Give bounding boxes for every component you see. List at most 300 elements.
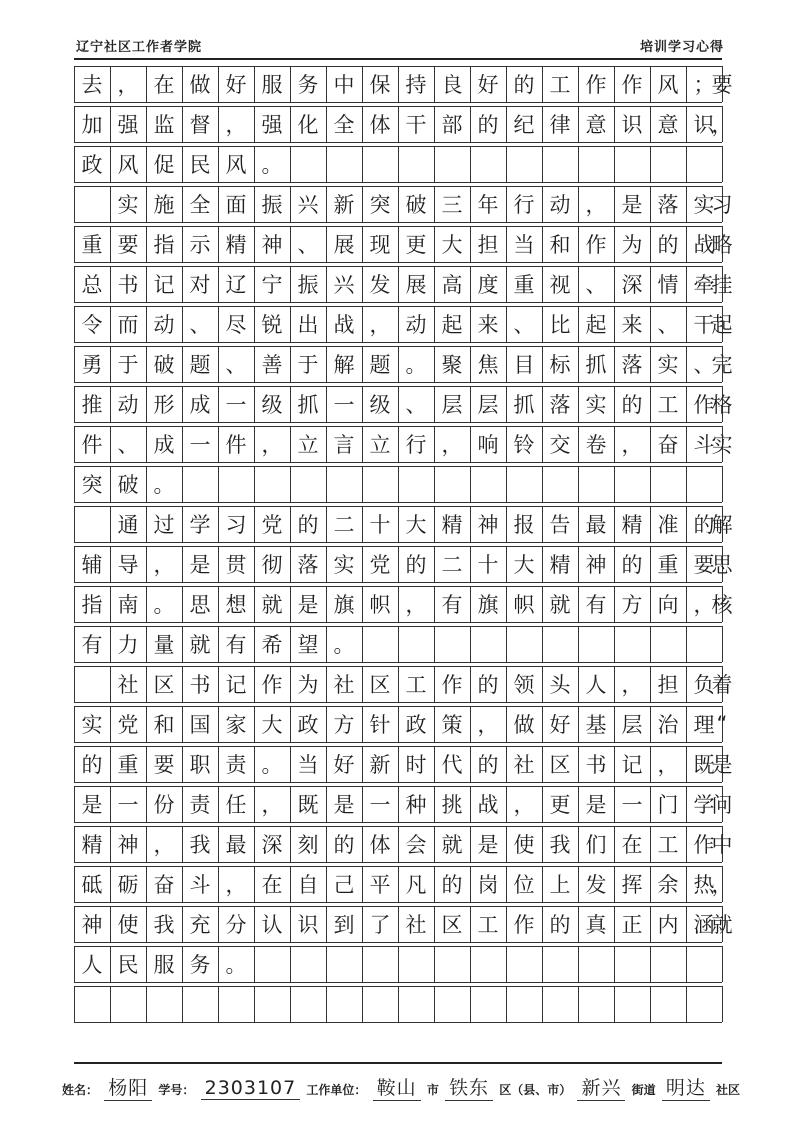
grid-line	[614, 986, 615, 1022]
grid-line	[722, 466, 723, 502]
grid-char: ，	[711, 873, 733, 897]
grid-line	[290, 466, 291, 502]
grid-char: ，	[621, 673, 643, 697]
grid-char: ，	[225, 873, 247, 897]
grid-char: 中	[333, 73, 355, 97]
grid-char: 律	[549, 113, 571, 137]
grid-char: 挥	[621, 873, 643, 897]
grid-char: 民	[189, 153, 211, 177]
grid-char: 总	[81, 273, 103, 297]
grid-char: 实	[333, 553, 355, 577]
grid-char: 振	[297, 273, 319, 297]
grid-char: 通	[117, 513, 139, 537]
grid-char: 的	[621, 393, 643, 417]
grid-char: 成	[189, 393, 211, 417]
grid-line	[182, 986, 183, 1022]
grid-char: 有	[441, 593, 463, 617]
grid-char: 策	[441, 713, 463, 737]
grid-char: 份	[153, 793, 175, 817]
grid-char: 二	[441, 553, 463, 577]
grid-char: 分	[225, 913, 247, 937]
grid-char: 就	[549, 593, 571, 617]
grid-char: 区	[441, 913, 463, 937]
grid-char: 。	[261, 153, 283, 177]
grid-char: 重	[117, 753, 139, 777]
grid-char: 余	[657, 873, 679, 897]
grid-char: 作	[585, 233, 607, 257]
grid-char: 目	[513, 353, 535, 377]
grid-char: 量	[153, 633, 175, 657]
grid-char: 基	[585, 713, 607, 737]
grid-char: 解	[333, 353, 355, 377]
grid-char: 充	[189, 913, 211, 937]
grid-char: 级	[261, 393, 283, 417]
grid-char: 持	[405, 73, 427, 97]
grid-line	[650, 466, 651, 502]
grid-line	[470, 626, 471, 662]
grid-line	[74, 662, 722, 663]
grid-line	[686, 946, 687, 982]
grid-char: 担	[657, 673, 679, 697]
grid-char: 题	[189, 353, 211, 377]
grid-char: 大	[405, 513, 427, 537]
grid-char: 工	[477, 913, 499, 937]
grid-char: 作	[621, 73, 643, 97]
grid-char: 略	[711, 233, 733, 257]
grid-char: 层	[477, 393, 499, 417]
grid-char: 展	[333, 233, 355, 257]
grid-char: 头	[549, 673, 571, 697]
grid-char: 部	[441, 113, 463, 137]
grid-char: 有	[81, 633, 103, 657]
grid-char: 中	[711, 833, 733, 857]
grid-char: 要	[711, 73, 733, 97]
grid-char: 、	[189, 313, 211, 337]
grid-line	[614, 626, 615, 662]
grid-char: 铃	[513, 433, 535, 457]
grid-char: 神	[117, 833, 139, 857]
grid-line	[218, 986, 219, 1022]
grid-char: 完	[711, 353, 733, 377]
grid-char: 件	[225, 433, 247, 457]
grid-char: 是	[333, 793, 355, 817]
grid-char: 的	[333, 833, 355, 857]
grid-char: 。	[153, 473, 175, 497]
grid-char: 在	[153, 73, 175, 97]
street-label: 街道	[631, 1083, 656, 1097]
grid-char: 我	[549, 833, 571, 857]
grid-char: 好	[477, 73, 499, 97]
grid-char: 来	[477, 313, 499, 337]
grid-char: 去	[81, 73, 103, 97]
grid-char: 抓	[297, 393, 319, 417]
grid-line	[470, 946, 471, 982]
grid-char: 的	[693, 513, 715, 537]
grid-char: 问	[711, 793, 733, 817]
grid-char: 视	[549, 273, 571, 297]
grid-row	[74, 626, 722, 662]
grid-char: 和	[153, 713, 175, 737]
grid-line	[614, 946, 615, 982]
grid-char: 帜	[369, 593, 391, 617]
grid-char: 聚	[441, 353, 463, 377]
id-value: 2303107	[201, 1077, 301, 1100]
grid-char: 核	[711, 593, 733, 617]
grid-char: 任	[225, 793, 247, 817]
grid-char: 战	[693, 233, 715, 257]
grid-char: 最	[585, 513, 607, 537]
grid-line	[74, 822, 722, 823]
grid-char: 动	[117, 393, 139, 417]
grid-line	[578, 946, 579, 982]
grid-char: 党	[261, 513, 283, 537]
grid-char: 的	[513, 73, 535, 97]
grid-row	[74, 706, 728, 742]
grid-row	[74, 746, 733, 782]
grid-line	[74, 102, 722, 103]
grid-char: 是	[81, 793, 103, 817]
grid-char: 习	[225, 513, 247, 537]
grid-char	[74, 506, 110, 542]
grid-char: 响	[477, 433, 499, 457]
grid-char: 的	[477, 753, 499, 777]
grid-char: 。	[225, 953, 247, 977]
grid-line	[398, 626, 399, 662]
grid-char: 战	[333, 313, 355, 337]
grid-char: 书	[189, 673, 211, 697]
grid-char: 作	[693, 393, 715, 417]
grid-char: 大	[441, 233, 463, 257]
grid-line	[254, 986, 255, 1022]
header-divider	[74, 58, 722, 60]
grid-char: ，	[477, 713, 499, 737]
grid-char: 是	[477, 833, 499, 857]
grid-line	[398, 466, 399, 502]
grid-char: 强	[117, 113, 139, 137]
grid-line	[542, 946, 543, 982]
city-label: 市	[426, 1083, 439, 1097]
grid-char: 斗	[693, 433, 715, 457]
grid-row	[74, 306, 733, 342]
grid-char: 纪	[513, 113, 535, 137]
grid-line	[506, 146, 507, 182]
grid-line	[326, 986, 327, 1022]
grid-char: 工	[549, 73, 571, 97]
grid-char: ，	[711, 113, 733, 137]
grid-char: 一	[225, 393, 247, 417]
grid-char: ，	[261, 793, 283, 817]
grid-line	[578, 466, 579, 502]
grid-char: 年	[477, 193, 499, 217]
grid-row	[74, 66, 733, 102]
name-value: 杨阳	[104, 1073, 152, 1101]
grid-line	[506, 626, 507, 662]
grid-char: 实	[81, 713, 103, 737]
grid-row	[74, 466, 722, 502]
grid-char: 一	[369, 793, 391, 817]
grid-char: ，	[261, 433, 283, 457]
street-value: 新兴	[577, 1073, 625, 1101]
grid-char: 就	[261, 593, 283, 617]
grid-char: 来	[621, 313, 643, 337]
name-label: 姓名：	[62, 1083, 99, 1097]
grid-line	[218, 466, 219, 502]
grid-char: 政	[297, 713, 319, 737]
grid-line	[290, 146, 291, 182]
grid-char: 兴	[333, 273, 355, 297]
grid-char: 好	[225, 73, 247, 97]
grid-char: 件	[81, 433, 103, 457]
grid-char: “	[716, 712, 728, 736]
grid-line	[614, 146, 615, 182]
grid-char: 要	[693, 553, 715, 577]
grid-char: 担	[477, 233, 499, 257]
grid-char: ，	[369, 313, 391, 337]
grid-line	[506, 986, 507, 1022]
grid-char: 起	[711, 313, 733, 337]
grid-char: 斗	[189, 873, 211, 897]
grid-char: 推	[81, 393, 103, 417]
grid-char: 大	[513, 553, 535, 577]
city-value: 鞍山	[373, 1073, 421, 1101]
grid-line	[398, 146, 399, 182]
grid-char: 实	[657, 353, 679, 377]
grid-char: 大	[261, 713, 283, 737]
grid-char: 人	[81, 953, 103, 977]
grid-char: 良	[441, 73, 463, 97]
grid-char: 精	[81, 833, 103, 857]
header-institute: 辽宁社区工作者学院	[76, 40, 203, 55]
grid-char: ，	[693, 593, 715, 617]
grid-char: 尽	[225, 313, 247, 337]
grid-char: 最	[225, 833, 247, 857]
grid-line	[686, 986, 687, 1022]
grid-row	[74, 266, 733, 302]
grid-char: 二	[333, 513, 355, 537]
grid-char: 全	[189, 193, 211, 217]
grid-char: 锐	[261, 313, 283, 337]
community-value: 明达	[662, 1073, 710, 1101]
grid-char: 着	[711, 673, 733, 697]
grid-line	[686, 626, 687, 662]
grid-line	[326, 146, 327, 182]
grid-char: 当	[297, 753, 319, 777]
grid-line	[434, 626, 435, 662]
grid-char: 言	[333, 433, 355, 457]
grid-char: 职	[189, 753, 211, 777]
grid-char: 监	[153, 113, 175, 137]
header-doc-type: 培训学习心得	[640, 40, 725, 55]
grid-char: 是	[621, 193, 643, 217]
grid-char: 思	[711, 553, 733, 577]
grid-char: 有	[585, 593, 607, 617]
grid-char: 风	[117, 153, 139, 177]
grid-char: 精	[441, 513, 463, 537]
grid-char: 十	[369, 513, 391, 537]
grid-char: 善	[261, 353, 283, 377]
grid-line	[74, 986, 75, 1022]
grid-char: 形	[153, 393, 175, 417]
grid-char: 于	[297, 353, 319, 377]
grid-line	[74, 782, 722, 783]
grid-char: 就	[189, 633, 211, 657]
grid-char: 领	[513, 673, 535, 697]
grid-char: 时	[405, 753, 427, 777]
grid-char: 体	[369, 833, 391, 857]
grid-char: 旗	[333, 593, 355, 617]
grid-char: 三	[441, 193, 463, 217]
grid-char: 区	[153, 673, 175, 697]
grid-char: 了	[369, 913, 391, 937]
grid-char: 是	[297, 593, 319, 617]
grid-char: 旗	[477, 593, 499, 617]
grid-line	[146, 986, 147, 1022]
grid-char: 思	[189, 593, 211, 617]
grid-char: 做	[189, 73, 211, 97]
grid-line	[686, 146, 687, 182]
grid-char: 神	[81, 913, 103, 937]
grid-char: 政	[405, 713, 427, 737]
grid-line	[74, 1022, 722, 1023]
grid-char: 突	[81, 473, 103, 497]
grid-char: 自	[297, 873, 319, 897]
grid-char: 对	[189, 273, 211, 297]
grid-char: 精	[225, 233, 247, 257]
grid-char: 党	[369, 553, 391, 577]
grid-char: 动	[405, 313, 427, 337]
grid-char: 和	[549, 233, 571, 257]
grid-char: 的	[441, 873, 463, 897]
grid-line	[722, 626, 723, 662]
grid-char: 化	[297, 113, 319, 137]
grid-char: 督	[189, 113, 211, 137]
grid-char: 干	[693, 313, 715, 337]
grid-char: 一	[333, 393, 355, 417]
grid-char: 报	[513, 513, 535, 537]
work-label: 工作单位：	[306, 1083, 367, 1097]
grid-char: 政	[81, 153, 103, 177]
grid-char: 全	[333, 113, 355, 137]
grid-char: 战	[477, 793, 499, 817]
grid-line	[650, 946, 651, 982]
grid-char: 国	[189, 713, 211, 737]
grid-char: 为	[621, 233, 643, 257]
grid-char: 焦	[477, 353, 499, 377]
grid-char: 人	[585, 673, 607, 697]
grid-char: 、	[297, 233, 319, 257]
grid-char: 重	[513, 273, 535, 297]
grid-char: 突	[369, 193, 391, 217]
grid-line	[74, 342, 722, 343]
grid-line	[722, 946, 723, 982]
grid-char: ，	[513, 793, 535, 817]
grid-char: 情	[657, 273, 679, 297]
grid-line	[362, 466, 363, 502]
grid-char: 落	[297, 553, 319, 577]
grid-char: 方	[621, 593, 643, 617]
grid-char: 家	[225, 713, 247, 737]
grid-char: 行	[513, 193, 535, 217]
grid-char: ，	[621, 433, 643, 457]
grid-char: 负	[693, 673, 715, 697]
grid-row	[74, 866, 733, 902]
grid-char: 责	[189, 793, 211, 817]
grid-char: 识	[621, 113, 643, 137]
grid-char: 学	[693, 793, 715, 817]
grid-char: 。	[405, 353, 427, 377]
grid-line	[74, 422, 722, 423]
grid-char: 落	[621, 353, 643, 377]
grid-char: 想	[225, 593, 247, 617]
grid-char: 奋	[153, 873, 175, 897]
community-label: 社区	[716, 1083, 741, 1097]
grid-row	[74, 586, 733, 622]
grid-row	[74, 666, 733, 702]
grid-char: 己	[333, 873, 355, 897]
grid-char: 区	[549, 753, 571, 777]
grid-char: 的	[297, 513, 319, 537]
grid-char: 作	[585, 73, 607, 97]
grid-char: ，	[657, 753, 679, 777]
grid-char: 彻	[261, 553, 283, 577]
grid-char: 实	[585, 393, 607, 417]
grid-line	[434, 986, 435, 1022]
grid-char: 重	[81, 233, 103, 257]
grid-char: 会	[405, 833, 427, 857]
grid-char: 作	[513, 913, 535, 937]
grid-char: 热	[693, 873, 715, 897]
grid-line	[74, 542, 722, 543]
grid-row	[74, 986, 722, 1022]
grid-char: 工	[657, 833, 679, 857]
footer-divider	[74, 1062, 722, 1064]
grid-char: 务	[297, 73, 319, 97]
grid-char: ，	[153, 553, 175, 577]
grid-line	[326, 946, 327, 982]
grid-char: 出	[297, 313, 319, 337]
grid-line	[470, 146, 471, 182]
grid-char: 、	[117, 433, 139, 457]
grid-char: 服	[261, 73, 283, 97]
grid-char: 上	[549, 873, 571, 897]
grid-char: 度	[477, 273, 499, 297]
grid-row	[74, 946, 722, 982]
grid-char: ；	[693, 73, 715, 97]
grid-char: 落	[657, 193, 679, 217]
grid-row	[74, 146, 722, 182]
grid-char: 的	[657, 233, 679, 257]
grid-char: 现	[369, 233, 391, 257]
grid-row	[74, 346, 733, 382]
grid-line	[74, 582, 722, 583]
grid-line	[578, 146, 579, 182]
grid-char: 识	[693, 113, 715, 137]
grid-char: 记	[153, 273, 175, 297]
grid-char: 精	[621, 513, 643, 537]
grid-line	[506, 466, 507, 502]
grid-char: 风	[225, 153, 247, 177]
grid-char: 一	[117, 793, 139, 817]
grid-char: 凡	[405, 873, 427, 897]
grid-char: 破	[405, 193, 427, 217]
grid-char: 实	[711, 433, 733, 457]
grid-char: 是	[585, 793, 607, 817]
id-label: 学号：	[158, 1083, 195, 1097]
grid-char: 到	[333, 913, 355, 937]
grid-char: 导	[117, 553, 139, 577]
writing-grid	[74, 66, 733, 1026]
grid-char: 区	[369, 673, 391, 697]
